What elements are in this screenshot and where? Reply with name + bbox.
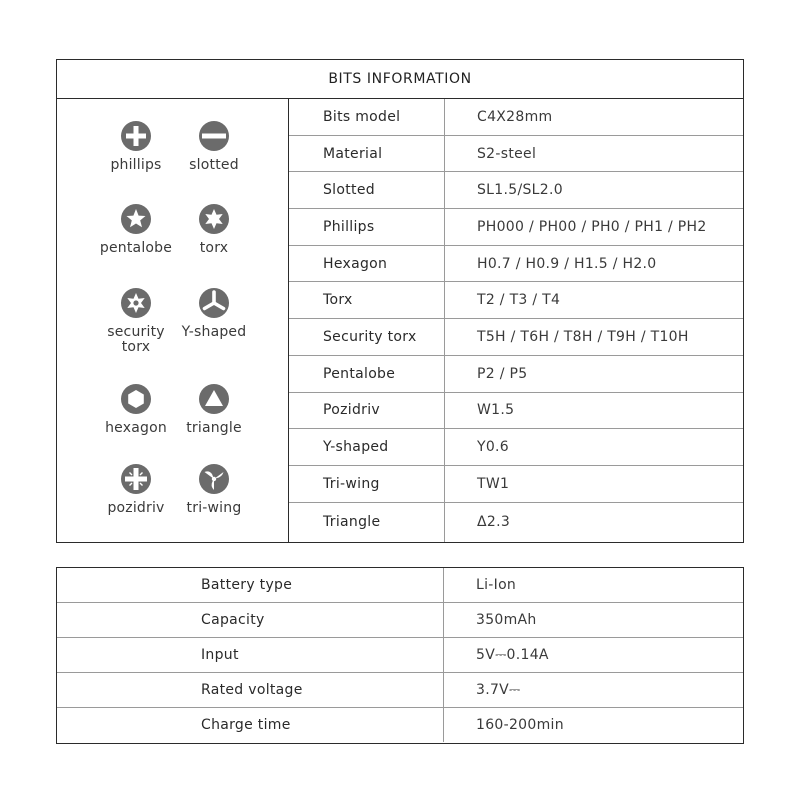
bit-label: phillips	[110, 157, 162, 173]
hexagon-icon	[120, 383, 152, 415]
pentalobe-icon	[120, 203, 152, 235]
spec-value: Δ2.3	[477, 514, 511, 531]
table-row	[289, 466, 743, 503]
tri-wing-icon	[198, 463, 230, 495]
table-row	[289, 393, 743, 430]
spec-key: Triangle	[289, 503, 445, 542]
spec-key: Security torx	[289, 319, 445, 355]
spec-key: Y-shaped	[289, 429, 445, 465]
spec-key: Bits model	[289, 99, 445, 135]
battery-value: 5V⎓0.14A	[476, 647, 549, 663]
battery-key: Input	[57, 638, 444, 672]
table-row	[289, 99, 743, 136]
battery-key: Capacity	[57, 603, 444, 637]
table-row	[57, 568, 743, 603]
bit-icon-item-torx	[164, 203, 264, 256]
bit-icon-item-triangle	[164, 383, 264, 436]
table-row	[289, 503, 743, 542]
pozidriv-icon	[120, 463, 152, 495]
spec-key: Material	[289, 136, 445, 172]
bits-information-table	[56, 59, 744, 543]
bit-label: triangle	[186, 420, 242, 436]
battery-key: Battery type	[57, 568, 444, 602]
battery-key: Charge time	[57, 708, 444, 742]
bits-table-title: BITS INFORMATION	[57, 60, 743, 99]
security-torx-icon	[120, 287, 152, 319]
spec-value: W1.5	[477, 402, 515, 419]
bit-icon-item-slotted	[164, 120, 264, 173]
table-row	[289, 356, 743, 393]
battery-value: 160-200min	[476, 717, 564, 733]
table-row	[289, 429, 743, 466]
spec-key: Slotted	[289, 172, 445, 208]
battery-table	[56, 567, 744, 744]
bit-label: tri-wing	[186, 500, 242, 516]
spec-key: Tri-wing	[289, 466, 445, 502]
phillips-icon	[120, 120, 152, 152]
table-row	[289, 319, 743, 356]
battery-value: Li-Ion	[476, 577, 517, 593]
spec-value: H0.7 / H0.9 / H1.5 / H2.0	[477, 255, 657, 272]
triangle-icon	[198, 383, 230, 415]
table-row	[289, 209, 743, 246]
y-shaped-icon	[198, 287, 230, 319]
bit-icon-item-y-shaped	[164, 287, 264, 340]
spec-value: S2-steel	[477, 145, 537, 162]
table-row	[289, 246, 743, 283]
table-row	[289, 282, 743, 319]
battery-value: 3.7V⎓	[476, 682, 521, 698]
bit-label: security	[107, 324, 165, 340]
spec-value: C4X28mm	[477, 108, 553, 125]
bits-spec-table	[289, 99, 743, 542]
table-row	[289, 136, 743, 173]
table-row	[57, 638, 743, 673]
bit-label: pentalobe	[99, 240, 173, 256]
spec-value: T2 / T3 / T4	[477, 292, 561, 309]
spec-key: Hexagon	[289, 246, 445, 282]
spec-key: Phillips	[289, 209, 445, 245]
bit-label: pozidriv	[107, 500, 165, 516]
spec-value: TW1	[477, 475, 510, 492]
bit-icon-item-tri-wing	[164, 463, 264, 516]
battery-key: Rated voltage	[57, 673, 444, 707]
spec-value: PH000 / PH00 / PH0 / PH1 / PH2	[477, 218, 707, 235]
bit-label: torx	[199, 240, 229, 256]
table-row	[57, 673, 743, 708]
bit-icons-panel	[57, 99, 289, 542]
slotted-icon	[198, 120, 230, 152]
table-row	[57, 708, 743, 742]
bit-label-line2: torx	[121, 339, 151, 355]
spec-key: Torx	[289, 282, 445, 318]
bit-label: slotted	[189, 157, 239, 173]
spec-value: SL1.5/SL2.0	[477, 182, 563, 199]
battery-value: 350mAh	[476, 612, 537, 628]
bit-label: Y-shaped	[181, 324, 247, 340]
bit-label: hexagon	[105, 420, 167, 436]
spec-key: Pozidriv	[289, 393, 445, 429]
spec-value: T5H / T6H / T8H / T9H / T10H	[477, 328, 689, 345]
spec-key: Pentalobe	[289, 356, 445, 392]
spec-value: P2 / P5	[477, 365, 528, 382]
torx-icon	[198, 203, 230, 235]
spec-value: Y0.6	[477, 439, 510, 456]
table-row	[57, 603, 743, 638]
table-row	[289, 172, 743, 209]
